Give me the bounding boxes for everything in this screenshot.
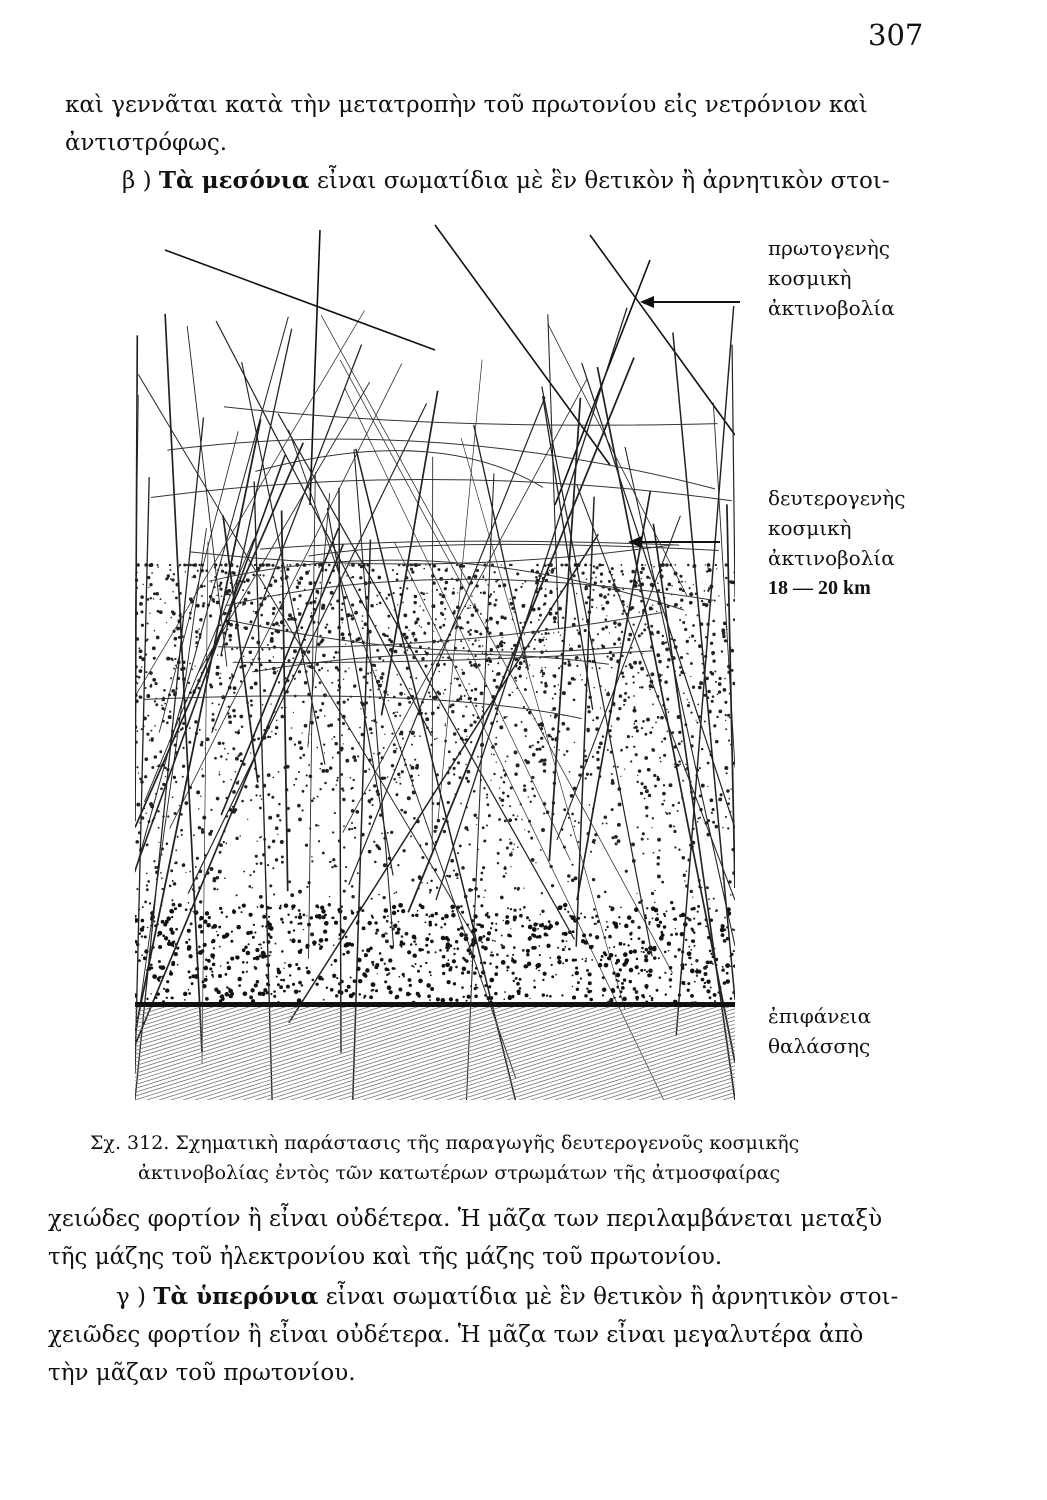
water-hatching [207,1005,507,1100]
paragraph-hyperons [48,1278,948,1392]
water-hatching [411,1005,711,1100]
paragraph1-line2: ἀντιστρόφως. [65,130,228,156]
caption-line1: Σχ. 312. Σχηματικὴ παράστασις τῆς παραγωγῆς δευτερογενοῦς κοσμικῆς [90,1132,800,1154]
water-hatching [243,1005,543,1100]
label-sea-line2: θαλάσσης [768,1034,871,1058]
item-prefix-beta: β ) [122,168,152,194]
air-density-speckle [135,563,735,1005]
water-hatching [387,1005,687,1100]
paragraph3-line2: τῆς μάζης τοῦ ἠλεκτρονίου καὶ τῆς μάζης τοῦ πρωτονίου. [48,1244,723,1270]
figure-caption [90,1128,970,1188]
water-hatching [399,1005,699,1100]
item-prefix-gamma: γ ) [116,1284,147,1310]
water-hatching [279,1005,579,1100]
secondary-track [436,308,627,900]
label-primary-line2: κοσμικὴ [768,266,852,290]
label-primary-line3: ἀκτινοβολία [768,296,895,320]
paragraph1-line1: καὶ γεννᾶται κατὰ τὴν μετατροπὴν τοῦ πρωτονίου εἰς νετρόνιον καὶ [65,92,868,118]
water-hatching [375,1005,675,1100]
paragraph-mesons [122,162,942,200]
secondary-track [432,457,433,851]
water-hatching [135,1005,375,1100]
water-hatching [231,1005,531,1100]
label-secondary-line2: κοσμικὴ [768,516,852,540]
label-primary-radiation [768,233,895,323]
secondary-track [254,481,272,1100]
water-hatching [183,1005,483,1100]
curved-track [218,612,663,647]
water-hatching [339,1005,639,1100]
water-hatching [135,1005,435,1100]
arrow-primary-head [640,296,654,308]
water-hatching [363,1005,663,1100]
water-hatching [147,1005,447,1100]
paragraph-mesons-continued [48,1200,948,1276]
paragraph4-rest: εἶναι σωματίδια μὲ ἓν θετικὸν ἢ ἀρνητικὸν στοι- [325,1284,899,1310]
sea-surface-line [135,1002,735,1007]
water-hatching [171,1005,471,1100]
water-hatching [351,1005,651,1100]
secondary-track [165,314,202,1052]
term-mesons: Τὰ μεσόνια [158,167,310,194]
secondary-track [135,443,303,828]
label-secondary-line3: ἀκτινοβολία [768,546,895,570]
paragraph4-line2: χειῶδες φορτίον ἢ εἶναι οὐδέτερα. Ἡ μᾶζα των εἶναι μεγαλυτέρα ἀπὸ [48,1322,864,1348]
arrow-secondary-head [628,536,642,548]
label-sea-surface [768,1001,871,1061]
water-hatching [255,1005,555,1100]
label-secondary-line1: δευτερογενὴς [768,486,906,510]
paragraph3-line1: χειώδες φορτίον ἢ εἶναι οὐδέτερα. Ἡ μᾶζα των περιλαμβάνεται μεταξὺ [48,1206,883,1232]
paragraph4-line3: τὴν μᾶζαν τοῦ πρωτονίου. [48,1360,356,1386]
label-sea-line1: ἐπιφάνεια [768,1004,872,1028]
label-secondary-altitude: 18 — 20 km [768,577,871,599]
secondary-track [278,414,574,940]
label-arrows [600,280,770,560]
secondary-track [543,396,593,710]
term-hyperons: Τὰ ὑπερόνια [153,1283,319,1310]
paragraph2-rest: εἶναι σωματίδια μὲ ἓν θετικὸν ἢ ἀρνητικὸν στοι- [316,168,890,194]
caption-line2: ἀκτινοβολίας ἐντὸς τῶν κατωτέρων στρωμάτων τῆς ἀτμοσφαίρας [138,1162,781,1184]
page-number: 307 [868,18,924,52]
primary-track [165,250,435,350]
water-hatching [567,1005,735,1100]
paragraph-continuation [65,86,945,162]
water-hatching [315,1005,615,1100]
secondary-track [339,488,341,1053]
water-hatching [327,1005,627,1100]
water-hatching [291,1005,591,1100]
secondary-track [343,378,588,833]
secondary-track [289,534,598,1023]
water-hatching [303,1005,603,1100]
water-hatching [423,1005,723,1100]
water-hatching [267,1005,567,1100]
water-hatching [495,1005,735,1100]
water-hatching [135,1005,303,1100]
label-secondary-radiation [768,483,905,603]
secondary-track [353,540,371,1101]
water-hatching [435,1005,735,1100]
label-primary-line1: πρωτογενὴς [768,236,890,260]
water-hatching [195,1005,495,1100]
water-hatching [219,1005,519,1100]
water-hatching [159,1005,459,1100]
